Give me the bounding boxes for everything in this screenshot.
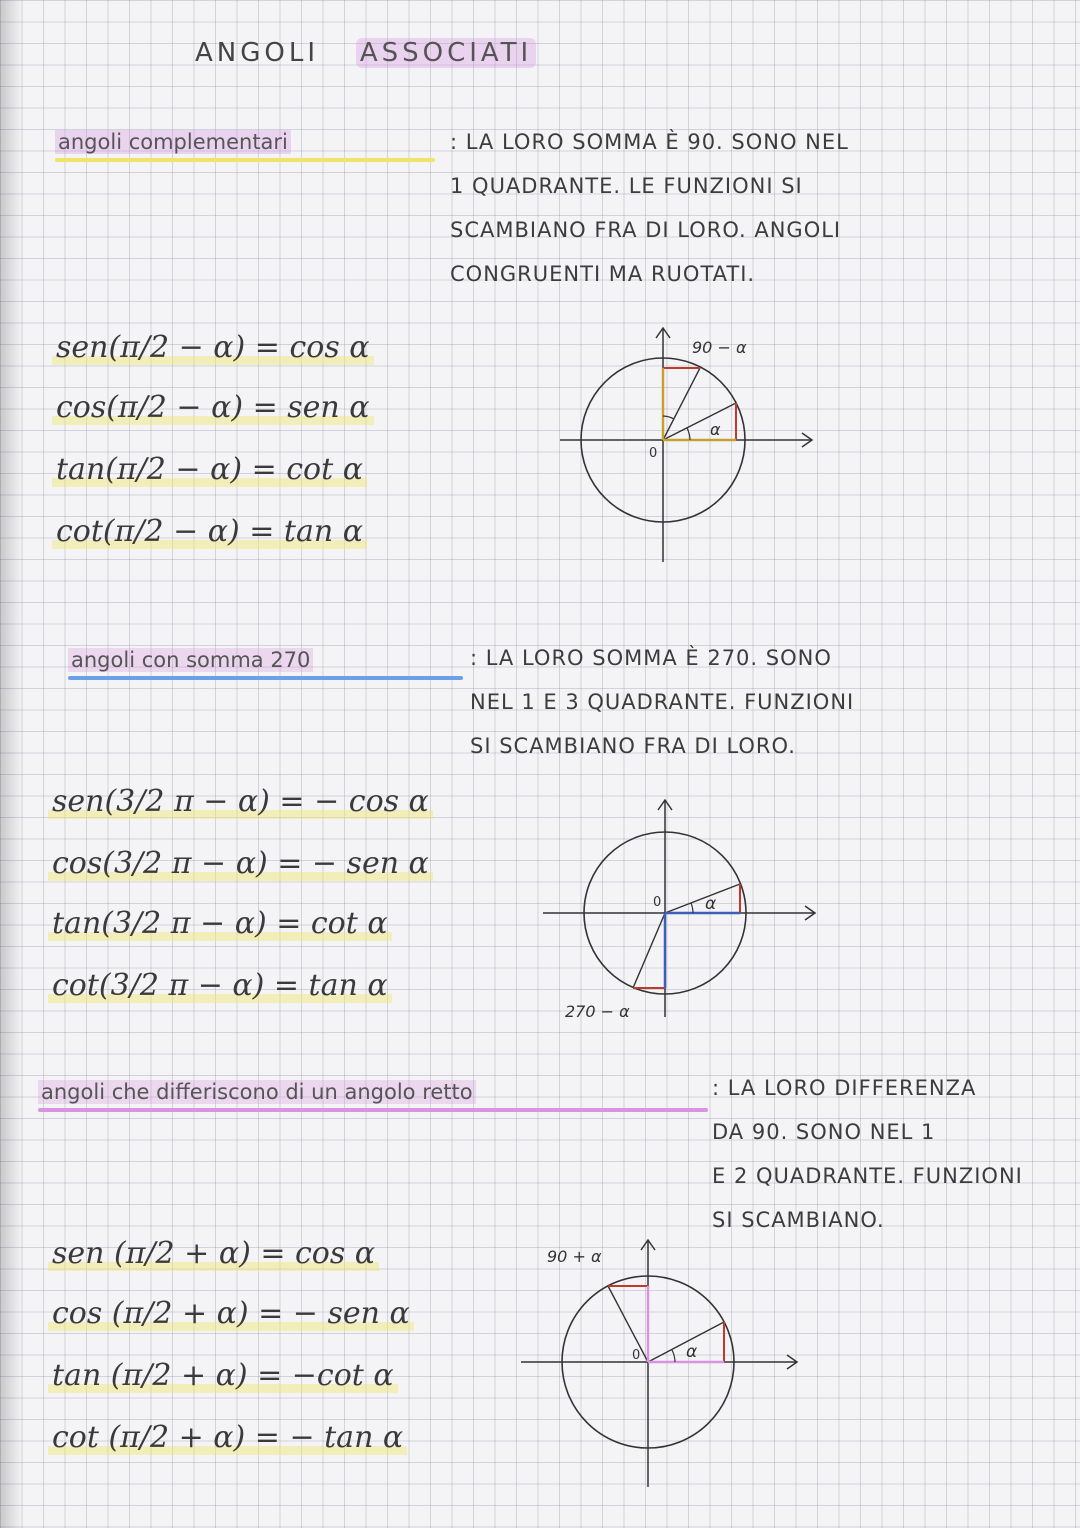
alpha-arc [672, 1350, 675, 1362]
alpha-label: α [705, 894, 717, 914]
title-word-2: ASSOCIATI [356, 38, 536, 68]
origin-label: 0 [649, 446, 658, 461]
origin-label: 0 [653, 895, 662, 910]
section-1-formula-3: tan(π/2 − α) = cot α [52, 452, 367, 487]
radius-270-minus-alpha [633, 913, 665, 988]
alpha-label: α [686, 1342, 698, 1362]
alpha-label: α [710, 420, 721, 439]
section-3-heading [38, 1080, 476, 1104]
section-2-underline [68, 676, 463, 680]
radius-alpha [665, 884, 740, 913]
alpha-arc [687, 428, 690, 440]
section-3-formula-4: cot (π/2 + α) = − tan α [48, 1420, 407, 1455]
unit-circle-diagram-1 [550, 320, 830, 574]
section-2-formula-2: cos(3/2 π − α) = − sen α [48, 846, 433, 881]
axis-y [641, 1240, 655, 1487]
section-1-heading-text: angoli complementari [55, 130, 291, 154]
origin-label: 0 [632, 1348, 641, 1363]
section-3-formula-2: cos (π/2 + α) = − sen α [48, 1296, 414, 1331]
angle-270-minus-alpha-label: 270 − α [565, 1002, 630, 1021]
unit-circle-diagram-3 [515, 1232, 805, 1496]
radius-alpha [663, 403, 736, 440]
section-1-description: : LA LORO SOMMA È 90. SONO NEL 1 QUADRANTE. LE FUNZIONI SI SCAMBIANO FRA DI LORO. ANGOLI CONGRUENTI MA RUOTATI. [450, 130, 849, 286]
section-1-underline [55, 158, 435, 162]
section-2-formula-1: sen(3/2 π − α) = − cos α [48, 784, 433, 819]
section-1-heading [55, 130, 291, 154]
complement-angle-label: 90 − α [692, 338, 747, 357]
axis-y [656, 328, 670, 562]
section-2-formula-3: tan(3/2 π − α) = cot α [48, 906, 392, 941]
complement-arc [663, 416, 674, 419]
section-3-heading-text: angoli che differiscono di un angolo retto [38, 1080, 476, 1104]
radius-90-plus-alpha [608, 1286, 648, 1362]
title-word-1: ANGOLI [195, 38, 320, 68]
page-title [195, 38, 536, 68]
section-2-description: : LA LORO SOMMA È 270. SONO NEL 1 E 3 QUADRANTE. FUNZIONI SI SCAMBIANO FRA DI LORO. [470, 646, 855, 758]
angle-90-plus-alpha-label: 90 + α [547, 1247, 602, 1266]
section-3-formula-3: tan (π/2 + α) = −cot α [48, 1358, 398, 1393]
unit-circle-diagram-2 [535, 792, 825, 1036]
notebook-binding-shadow [0, 0, 22, 1528]
section-1-formula-2: cos(π/2 − α) = sen α [52, 390, 374, 425]
section-1-formula-1: sen(π/2 − α) = cos α [52, 330, 374, 365]
section-1-formula-4: cot(π/2 − α) = tan α [52, 514, 367, 549]
section-2-heading-text: angoli con somma 270 [68, 648, 313, 672]
section-3-underline [38, 1108, 708, 1112]
section-2-formula-4: cot(3/2 π − α) = tan α [48, 968, 392, 1003]
alpha-arc [691, 903, 693, 913]
section-3-description: : LA LORO DIFFERENZA DA 90. SONO NEL 1 E 2 QUADRANTE. FUNZIONI SI SCAMBIANO. [712, 1076, 1023, 1232]
section-2-heading [68, 648, 313, 672]
radius-complement [663, 368, 700, 440]
section-3-formula-1: sen (π/2 + α) = cos α [48, 1236, 379, 1271]
